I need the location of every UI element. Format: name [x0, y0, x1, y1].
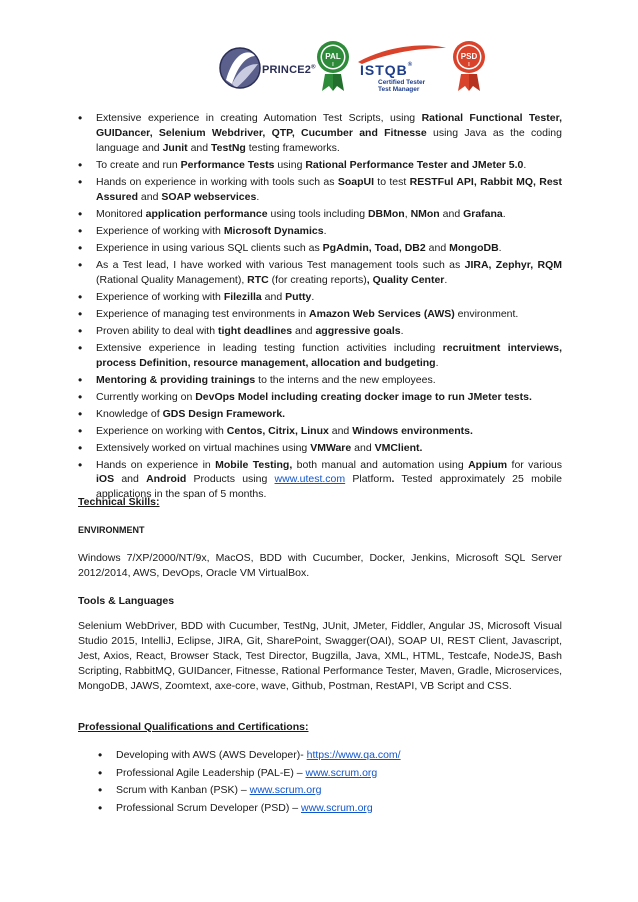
- experience-bullet: [78, 175, 562, 205]
- bullet-text-segment: both manual and automation using: [292, 458, 469, 471]
- bullet-text-segment: Experience of managing test environments in: [96, 307, 310, 320]
- bullet-text-segment: application performance: [145, 207, 268, 220]
- bullet-text-segment: Platform: [345, 473, 392, 486]
- utest-link[interactable]: www.utest.com: [274, 473, 346, 486]
- bullet-text-segment: SOAP webservices: [161, 190, 257, 203]
- bullet-text-segment: using tools including: [267, 207, 368, 220]
- bullet-text-segment: Currently working on: [96, 390, 196, 403]
- experience-bullet: [78, 307, 562, 322]
- bullet-text-segment: and: [425, 241, 450, 254]
- bullet-text-segment: TestNg: [211, 141, 246, 154]
- bullet-text-segment: testing frameworks.: [245, 141, 340, 154]
- bullet-text-segment: Filezilla: [223, 290, 262, 303]
- certification-label: Professional Scrum Developer (PSD) –: [116, 801, 301, 814]
- bullet-text-segment: for various: [507, 458, 563, 471]
- bullet-text-segment: Monitored: [96, 207, 146, 220]
- certifications-heading: Professional Qualifications and Certifications:: [78, 721, 309, 733]
- bullet-text-segment: Experience on working with: [96, 424, 227, 437]
- experience-bullet: [78, 290, 562, 305]
- experience-bullet: [78, 424, 562, 439]
- bullet-text-segment: JIRA, Zephyr, RQM: [464, 258, 562, 271]
- bullet-text-segment: Extensive experience in leading testing function activities including: [96, 341, 443, 354]
- svg-text:I: I: [332, 62, 334, 68]
- bullet-text-segment: and: [261, 290, 286, 303]
- bullet-text-segment: Hands on experience in working with tools such as: [96, 175, 338, 188]
- bullet-text-segment: Rational Functional Tester, GUIDancer, Selenium Webdriver, QTP, Cucumber and Fitnesse: [96, 112, 562, 139]
- bullet-text-segment: , Quality Center: [366, 273, 445, 286]
- bullet-text-segment: Grafana: [463, 207, 503, 220]
- bullet-text-segment: .: [400, 324, 404, 337]
- certification-link[interactable]: https://www.qa.com/: [306, 749, 401, 761]
- istqb-wordmark: ISTQB: [360, 62, 408, 78]
- bullet-text-segment: .: [256, 190, 260, 203]
- bullet-text-segment: .: [391, 473, 395, 486]
- bullet-text-segment: DBMon: [367, 207, 405, 220]
- tools-languages-heading: Tools & Languages: [78, 595, 175, 607]
- experience-bullet: [78, 207, 562, 222]
- bullet-text-segment: As a Test lead, I have worked with various Test management tools such as: [96, 258, 465, 271]
- certification-link[interactable]: www.scrum.org: [305, 766, 378, 779]
- bullet-text-segment: MongoDB: [449, 241, 499, 254]
- experience-bullet: [78, 241, 562, 256]
- certification-item: [98, 748, 538, 763]
- bullet-text-segment: and: [114, 473, 147, 486]
- certifications-list: [98, 748, 538, 818]
- svg-text:PSD: PSD: [460, 52, 478, 61]
- certification-label: Scrum with Kanban (PSK) –: [116, 784, 250, 796]
- certification-label: Developing with AWS (AWS Developer)-: [116, 749, 307, 761]
- bullet-text-segment: Centos, Citrix, Linux: [226, 424, 329, 437]
- bullet-text-segment: Extensively worked on virtual machines using: [96, 441, 311, 454]
- bullet-text-segment: to the interns and the new employees.: [255, 373, 436, 386]
- prince2-emblem-icon: [218, 42, 262, 94]
- environment-heading: ENVIRONMENT: [78, 525, 145, 535]
- bullet-text-segment: Junit: [162, 141, 188, 154]
- bullet-text-segment: NMon: [410, 207, 440, 220]
- svg-text:I: I: [468, 62, 470, 68]
- bullet-text-segment: and: [292, 324, 316, 337]
- certification-link[interactable]: www.scrum.org: [249, 784, 322, 796]
- psd-badge-icon: [452, 36, 486, 92]
- experience-bullet: [78, 324, 562, 339]
- bullet-text-segment: using Java as the coding language and: [96, 126, 562, 154]
- bullet-text-segment: Performance Tests: [180, 158, 275, 171]
- bullet-text-segment: Experience of working with: [96, 224, 224, 237]
- bullet-text-segment: and: [439, 207, 464, 220]
- bullet-text-segment: .: [498, 241, 502, 254]
- bullet-text-segment: Amazon Web Services (AWS): [309, 307, 455, 320]
- certification-item: [98, 801, 538, 816]
- bullet-text-segment: ,: [404, 207, 411, 220]
- prince2-wordmark: PRINCE2®: [262, 64, 316, 76]
- istqb-subtitle-1: Certified Tester: [378, 79, 426, 86]
- bullet-text-segment: To create and run: [96, 158, 181, 171]
- psd-badge: [452, 36, 486, 92]
- technical-skills-heading: Technical Skills:: [78, 496, 160, 508]
- bullet-text-segment: tight deadlines: [217, 324, 293, 337]
- experience-bullet: [78, 441, 562, 456]
- bullet-text-segment: Tested approximately 25 mobile applications in the span of 5 months.: [96, 473, 563, 501]
- bullet-text-segment: .: [311, 290, 315, 303]
- experience-bullet: [78, 373, 562, 388]
- experience-bullet: [78, 258, 562, 288]
- certification-logos: [214, 36, 514, 96]
- bullet-text-segment: and: [138, 190, 162, 203]
- bullet-text-segment: Experience in using various SQL clients such as: [96, 241, 323, 254]
- istqb-subtitle-2: Test Manager: [378, 86, 420, 93]
- bullet-text-segment: Rational Performance Tester and JMeter 5.0: [305, 158, 524, 171]
- experience-bullet: [78, 224, 562, 239]
- bullet-text-segment: Mobile Testing,: [215, 458, 293, 471]
- bullet-text-segment: DevOps Model including creating docker image to run JMeter tests.: [195, 390, 532, 403]
- bullet-text-segment: .: [502, 207, 506, 220]
- bullet-text-segment: (for creating reports): [268, 273, 367, 286]
- bullet-text-segment: and: [187, 141, 212, 154]
- experience-bullet: [78, 111, 562, 156]
- certification-label: Professional Agile Leadership (PAL-E) –: [116, 766, 306, 779]
- bullet-text-segment: Appium: [468, 458, 508, 471]
- istqb-logo: ISTQB® Certified Tester Test Manager: [356, 44, 448, 92]
- svg-text:PAL: PAL: [325, 52, 341, 61]
- experience-bullet: [78, 390, 562, 405]
- bullet-text-segment: to test: [373, 175, 410, 188]
- experience-bullet: [78, 158, 562, 173]
- bullet-text-segment: Mentoring & providing trainings: [96, 373, 256, 386]
- bullet-text-segment: Putty: [285, 290, 312, 303]
- bullet-text-segment: environment.: [454, 307, 519, 320]
- bullet-text-segment: Hands on experience in: [96, 458, 216, 471]
- bullet-text-segment: Knowledge of: [96, 407, 163, 420]
- bullet-text-segment: (Rational Quality Management),: [96, 273, 248, 286]
- bullet-text-segment: SoapUI: [337, 175, 374, 188]
- bullet-text-segment: aggressive goals: [315, 324, 401, 337]
- tools-languages-text: Selenium WebDriver, BDD with Cucumber, TestNg, JUnit, JMeter, Fiddler, Angular JS, Microsoft Visual Studio 2015, IntelliJ, Eclipse, JIRA, Git, SharePoint, Swagger(OAI), SOAP UI, REST Client, Javascript, Jest, Axios, React, Browser Stack, Test Director, Bugzilla, Java, XML, HTML, Testcafe, NodeJS, Bash Scripting, RabbitMQ, GUIDancer, Fitnesse, Rational Performance Tester, Maven, Gradle, Microservices, MongoDB, JAWS, Zoomtext, axe-core, wave, Github, Postman, RestAPI, VB Script and CSS.: [78, 620, 562, 692]
- bullet-text-segment: iOS: [96, 473, 115, 486]
- certification-item: [98, 783, 538, 798]
- bullet-text-segment: PgAdmin, Toad, DB2: [322, 241, 426, 254]
- pal-badge-icon: [316, 36, 350, 92]
- bullet-text-segment: .: [523, 158, 527, 171]
- pal-badge: [316, 36, 350, 92]
- experience-bullet: [78, 341, 562, 371]
- prince2-logo: [218, 42, 318, 94]
- bullet-text-segment: .: [444, 273, 448, 286]
- bullet-text-segment: using: [274, 158, 306, 171]
- bullet-text-segment: .: [435, 356, 439, 369]
- bullet-text-segment: VMWare: [310, 441, 352, 454]
- bullet-text-segment: VMClient.: [374, 441, 423, 454]
- bullet-text-segment: .: [323, 224, 327, 237]
- istqb-swoosh-icon: [356, 44, 448, 64]
- bullet-text-segment: Extensive experience in creating Automation Test Scripts, using: [96, 112, 422, 124]
- bullet-text-segment: GDS Design Framework.: [162, 407, 286, 420]
- bullet-text-segment: Android: [146, 473, 187, 486]
- bullet-text-segment: Experience of working with: [96, 290, 224, 303]
- bullet-text-segment: recruitment interviews, process Definition, resource management, allocation and budgeting: [96, 341, 562, 369]
- environment-text: Windows 7/XP/2000/NT/9x, MacOS, BDD with Cucumber, Docker, Jenkins, Microsoft SQL Server 2012/2014, AWS, DevOps, Oracle VM VirtualBox.: [78, 552, 562, 579]
- bullet-text-segment: Microsoft Dynamics: [223, 224, 324, 237]
- certification-link[interactable]: www.scrum.org: [301, 801, 373, 814]
- bullet-text-segment: and: [328, 424, 353, 437]
- bullet-text-segment: and: [351, 441, 375, 454]
- experience-bullet-list: [78, 111, 562, 504]
- certification-item: [98, 766, 538, 781]
- bullet-text-segment: Products using: [186, 473, 275, 486]
- bullet-text-segment: RTC: [247, 273, 269, 286]
- bullet-text-segment: RESTFul API, Rabbit MQ, Rest Assured: [96, 175, 562, 203]
- bullet-text-segment: Proven ability to deal with: [96, 324, 218, 337]
- experience-bullet: [78, 407, 562, 422]
- bullet-text-segment: Windows environments.: [352, 424, 473, 437]
